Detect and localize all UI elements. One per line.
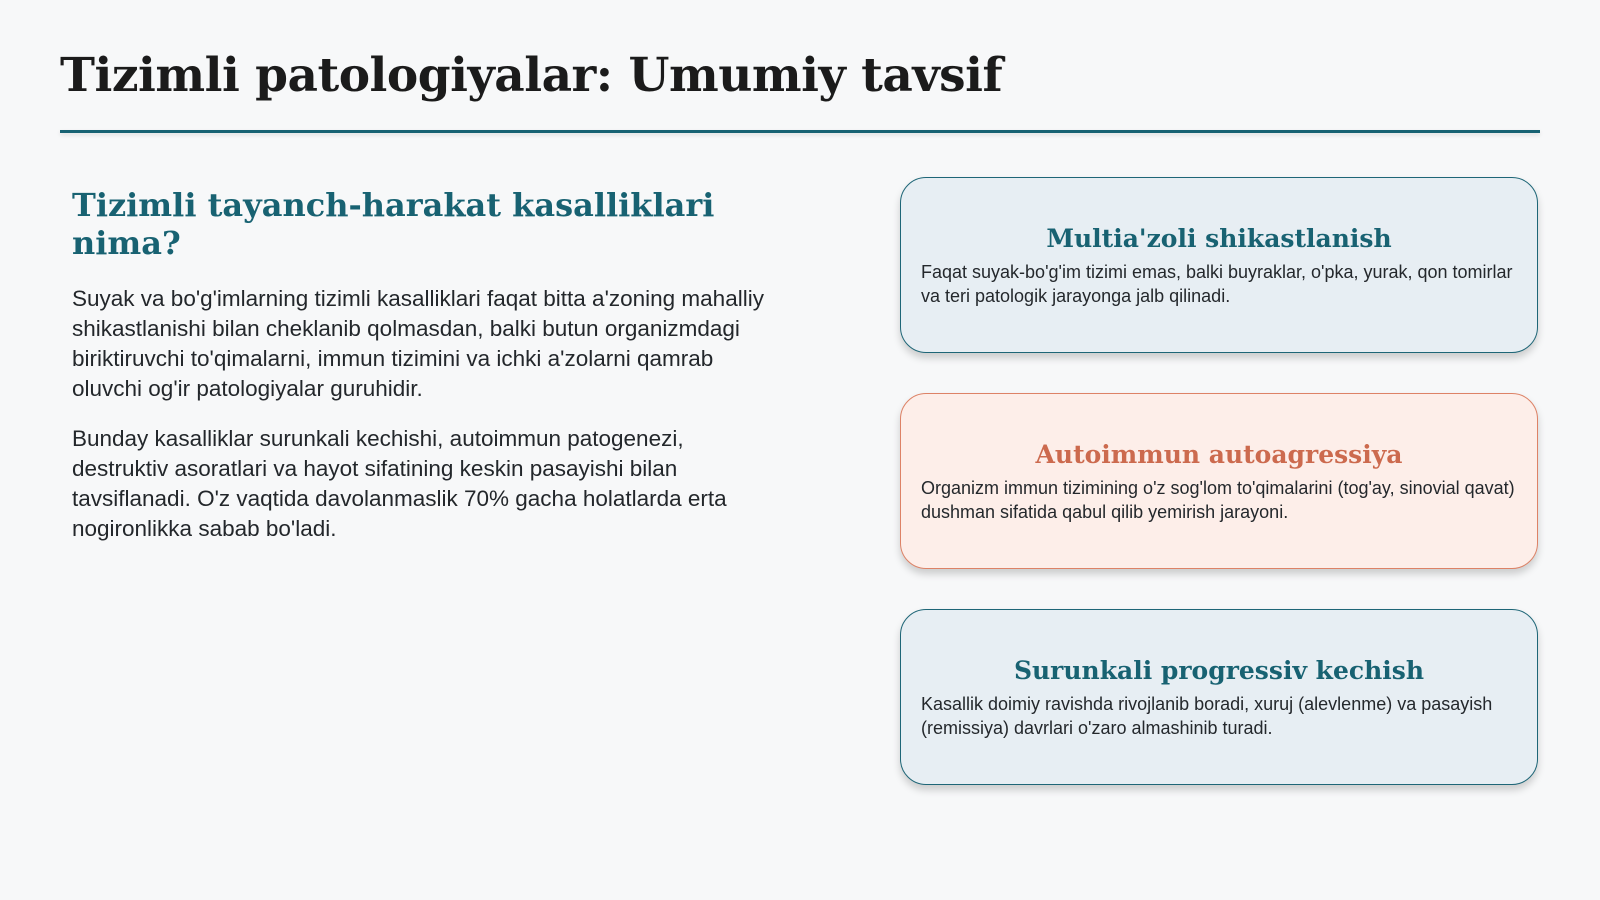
card-title: Autoimmun autoagressiya	[1035, 440, 1403, 469]
card-multi-organ	[900, 177, 1538, 353]
intro-paragraph-1: Suyak va bo'g'imlarning tizimli kasalliklari faqat bitta a'zoning mahalliy shikastlanishi bilan cheklanib qolmasdan, balki butun organizmdagi biriktiruvchi to'qimalarni, immun tizimini va ichki a'zolarni qamrab oluvchi og'ir patologiyalar guruhidir.	[72, 286, 764, 401]
intro-section	[72, 186, 772, 564]
card-text: Faqat suyak-bo'g'im tizimi emas, balki buyraklar, o'pka, yurak, qon tomirlar va teri patologik jarayonga jalb qilinadi.	[921, 262, 1513, 306]
card-chronic-progressive	[900, 609, 1538, 785]
card-title: Multia'zoli shikastlanish	[1046, 224, 1392, 253]
title-divider	[60, 130, 1540, 133]
card-text: Organizm immun tizimining o'z sog'lom to'qimalarini (tog'ay, sinovial qavat) dushman sifatida qabul qilib yemirish jarayoni.	[921, 478, 1515, 522]
intro-paragraph-2: Bunday kasalliklar surunkali kechishi, autoimmun patogenezi, destruktiv asoratlari va hayot sifatining keskin pasayishi bilan tavsiflanadi. O'z vaqtida davolanmaslik 70% gacha holatlarda erta nogironlikka sabab bo'ladi.	[72, 426, 727, 541]
card-text: Kasallik doimiy ravishda rivojlanib boradi, xuruj (alevlenme) va pasayish (remissiya) davrlari o'zaro almashinib turadi.	[921, 694, 1493, 738]
intro-heading: Tizimli tayanch-harakat kasalliklari nima?	[72, 186, 715, 262]
card-title: Surunkali progressiv kechish	[1013, 656, 1425, 685]
card-autoimmune	[900, 393, 1538, 569]
slide-title: Tizimli patologiyalar: Umumiy tavsif	[60, 48, 1003, 103]
